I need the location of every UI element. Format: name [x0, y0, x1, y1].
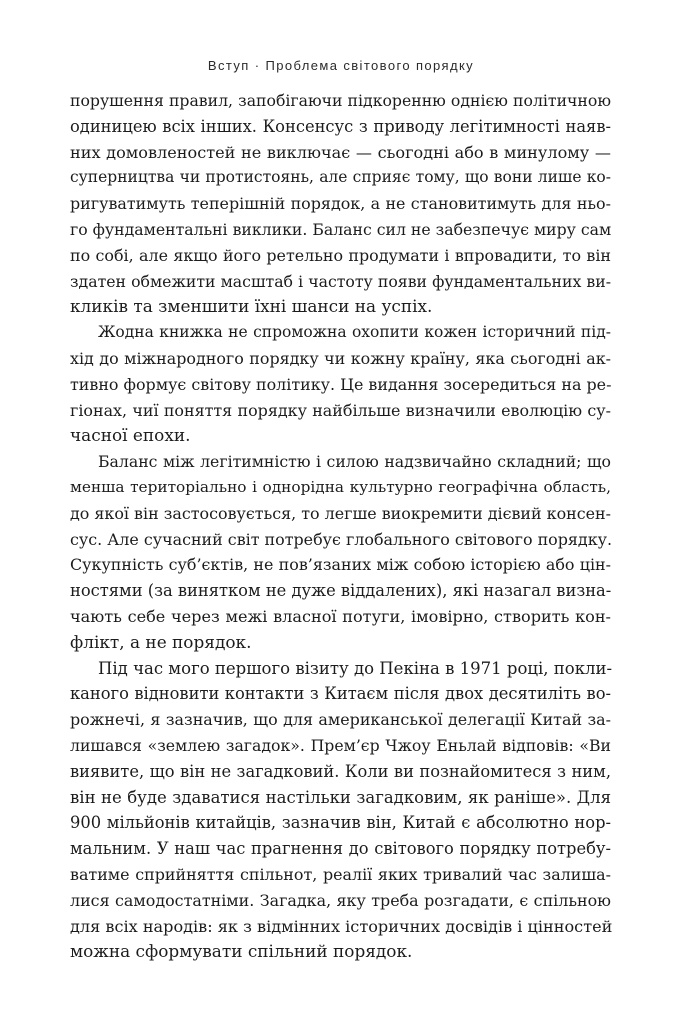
text-line: ригуватимуть теперішній порядок, а не становитимуть для ньо-	[70, 194, 611, 214]
text-line: мальним. У наш час прагнення до світового порядку потребу-	[70, 839, 611, 859]
text-line: сус. Але сучасний світ потребує глобального світового порядку.	[70, 529, 613, 549]
text-line: тивно формує світову політику. Це видання зосередиться на ре-	[70, 374, 612, 394]
text-line: Жодна книжка не спроможна охопити кожен історичний під-	[98, 323, 611, 342]
text-line: він не буде здаватися настільки загадковим, як раніше». Для	[70, 787, 611, 807]
text-line: го фундаментальні виклики. Баланс сил не забезпечує миру сам	[70, 219, 612, 239]
text-line: лися самодостатніми. Загадка, яку треба розгадати, є спільною	[70, 890, 611, 910]
text-line: лишався «землею загадок». Прем’єр Чжоу Еньлай відповів: «Ви	[70, 735, 611, 755]
text-line: Під час мого першого візиту до Пекіна в 1971 році, покли-	[98, 658, 613, 678]
text-line: каного відновити контакти з Китаєм після двох десятиліть во-	[70, 684, 611, 704]
paragraph-3	[70, 449, 611, 655]
paragraph-4	[70, 656, 611, 966]
paragraph-2	[70, 320, 611, 449]
text-line: порушення правил, запобігаючи підкоренню однією політичною	[70, 91, 611, 110]
text-line: менша територіально і однорідна культурно географічна область,	[70, 477, 611, 496]
body-text	[70, 88, 611, 965]
text-line: них домовленостей не виключає — сьогодні або в минулому —	[70, 142, 611, 162]
text-line: Баланс між легітимністю і силою надзвичайно складний; що	[98, 452, 611, 472]
text-line: виявите, що він не загадковий. Коли ви познайомитеся з ним,	[70, 761, 611, 781]
text-line: по собі, але якщо його ретельно продумати і впровадити, то він	[70, 245, 611, 265]
text-line: здатен обмежити масштаб і частоту появи фундаментальних ви-	[70, 271, 611, 291]
text-line: кликів та зменшити їхні шанси на успіх.	[70, 296, 433, 317]
text-line: одиницею всіх інших. Консенсус з приводу легітимності наяв-	[70, 116, 611, 136]
text-line: 900 мільйонів китайців, зазначив він, Китай є абсолютно нор-	[70, 813, 611, 833]
text-line: можна сформувати спільний порядок.	[70, 941, 413, 962]
text-line: чають себе через межі власної потуги, імовірно, створить кон-	[70, 606, 611, 626]
text-line: флікт, а не порядок.	[70, 631, 252, 652]
text-line: до якої він застосовується, то легше виокремити дієвий консен-	[70, 503, 612, 523]
text-line: рожнечі, я зазначив, що для американської делегації Китай за-	[70, 710, 611, 730]
text-line: хід до міжнародного порядку чи кожну країну, яка сьогодні ак-	[70, 348, 611, 368]
text-line: ватиме сприйняття спільнот, реалії яких тривалий час залиша-	[70, 864, 611, 884]
running-header: Вступ · Проблема світового порядку	[207, 58, 475, 73]
text-line: для всіх народів: як з відмінних історичних досвідів і цінностей	[70, 916, 613, 936]
text-line: часної епохи.	[70, 425, 191, 446]
text-line: суперництва чи протистоянь, але сприяє тому, що вони лише ко-	[70, 168, 611, 187]
text-line: Сукупність суб’єктів, не пов’язаних між собою історією або цін-	[70, 555, 611, 575]
text-line: ностями (за винятком не дуже віддалених), які назагал визна-	[70, 581, 612, 601]
paragraph-1	[70, 88, 611, 320]
text-line: гіонах, чиї поняття порядку найбільше визначили еволюцію су-	[70, 400, 611, 420]
